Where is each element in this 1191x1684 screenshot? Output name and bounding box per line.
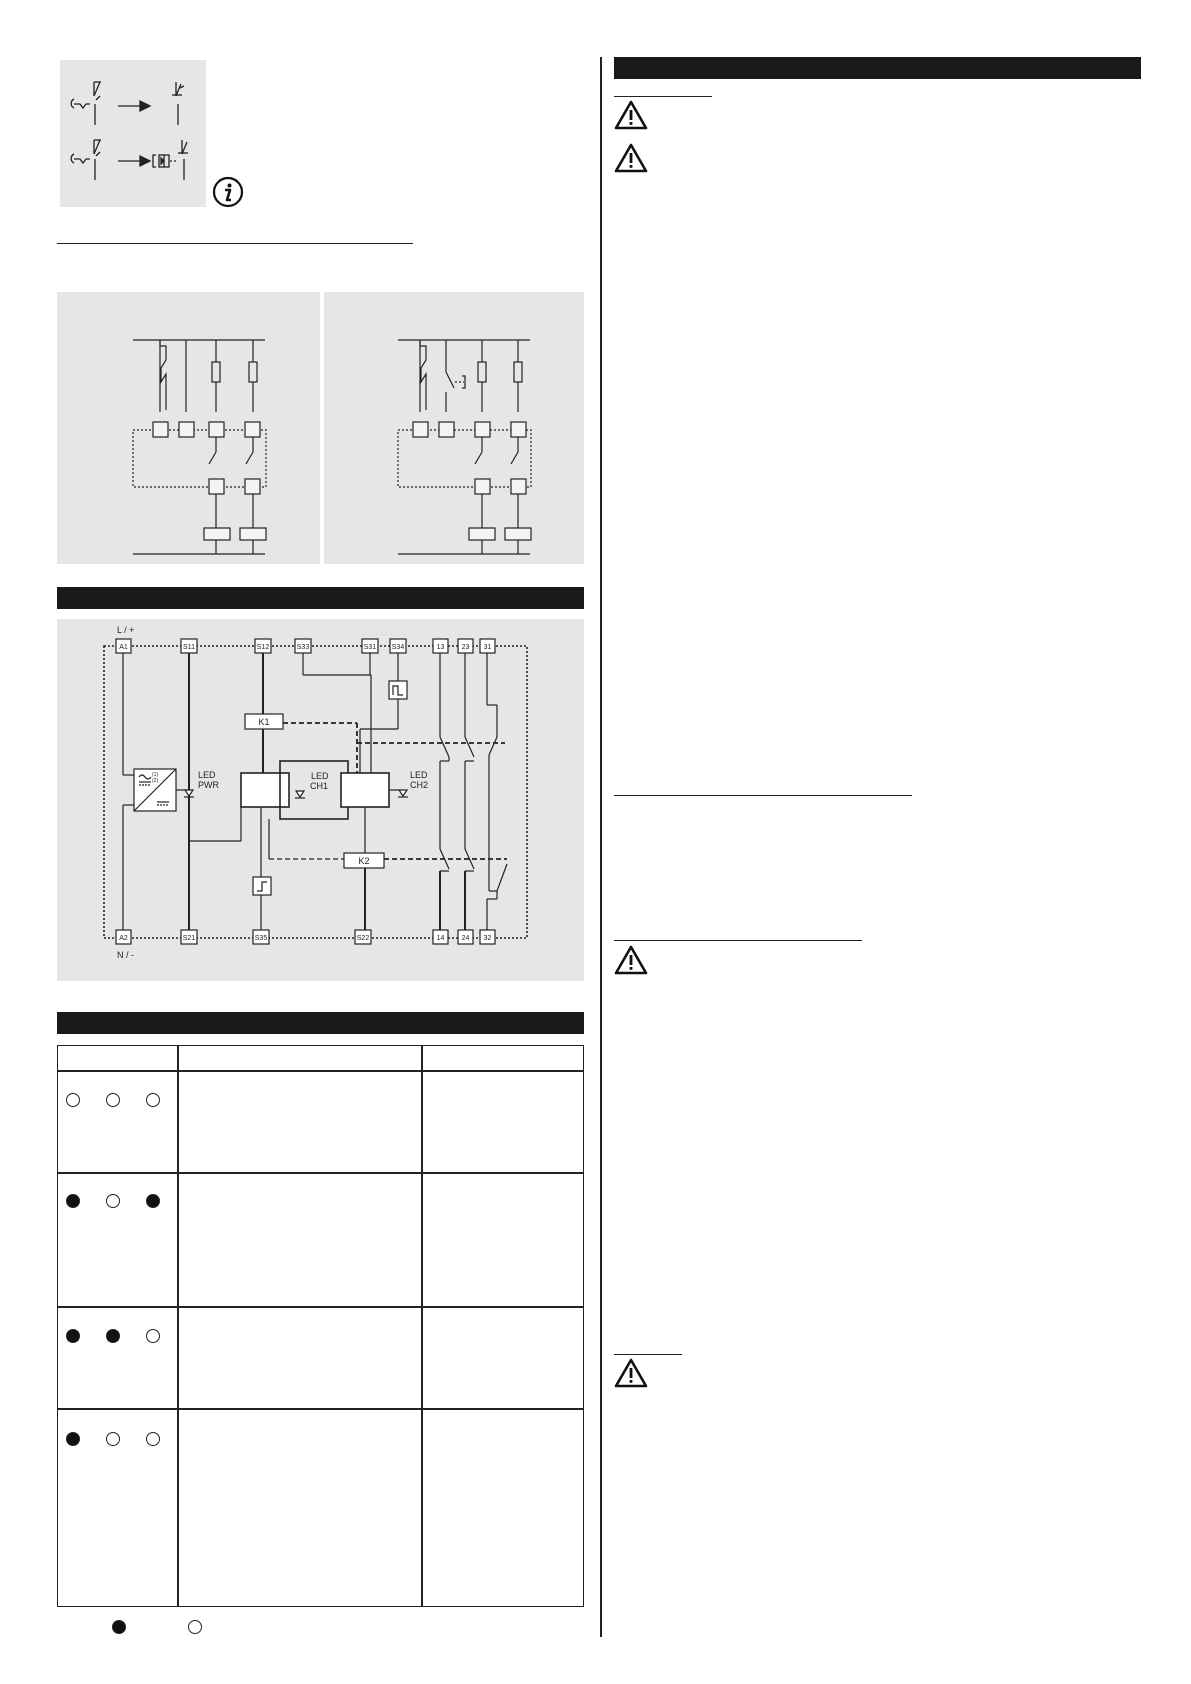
- terminal-label: S12: [256, 644, 270, 651]
- terminal-label: S22: [356, 935, 370, 942]
- terminal-label: S33: [296, 644, 310, 651]
- terminal-label: S35: [254, 935, 268, 942]
- terminal-label: 32: [483, 935, 492, 942]
- led-indicator: [66, 1093, 80, 1107]
- wiring-diagram-right: [324, 292, 584, 564]
- terminal-label: 31: [483, 644, 492, 651]
- led-indicator: [106, 1432, 120, 1446]
- section-rule: [57, 243, 413, 244]
- terminal-label: A1: [119, 644, 128, 651]
- led-status-table: [57, 1045, 584, 1607]
- psu-note: (2): [152, 778, 159, 784]
- led-ch2-label: CH2: [410, 780, 429, 790]
- terminal-label: 14: [436, 935, 445, 942]
- warning-triangle-icon: [614, 945, 648, 975]
- psu-note: (1): [152, 772, 159, 778]
- wiring-diagram-left: [57, 292, 320, 564]
- led-indicator: [106, 1194, 120, 1208]
- legend-led-on: [112, 1620, 126, 1634]
- relay-k2-label: K2: [358, 856, 370, 866]
- section-header-bar: [57, 587, 584, 609]
- terminal-label: S34: [391, 644, 405, 651]
- warning-triangle-icon: [614, 143, 648, 173]
- column-divider: [600, 57, 602, 1637]
- led-indicator: [146, 1194, 160, 1208]
- contact-symbols: [60, 60, 206, 207]
- terminal-label: 24: [461, 935, 470, 942]
- led-ch2-label: LED: [410, 770, 428, 780]
- led-indicator: [106, 1329, 120, 1343]
- led-indicator: [146, 1093, 160, 1107]
- terminal-label: S11: [183, 644, 195, 651]
- terminal-label: S31: [363, 644, 377, 651]
- warning-triangle-icon: [614, 100, 648, 130]
- subsection-rule: [614, 795, 912, 796]
- subsection-rule: [614, 940, 862, 941]
- led-indicator: [66, 1329, 80, 1343]
- legend-led-off: [188, 1620, 202, 1634]
- led-indicator: [146, 1329, 160, 1343]
- subsection-rule: [614, 96, 712, 97]
- led-ch1-label: LED: [311, 771, 329, 781]
- terminal-label: 23: [461, 644, 470, 651]
- supply-bottom-label: N / -: [117, 950, 134, 960]
- section-header-bar: [57, 1012, 584, 1034]
- block-diagram: [57, 619, 584, 981]
- led-indicator: [146, 1432, 160, 1446]
- led-pwr-label: PWR: [198, 780, 219, 790]
- contact-symbol-panel: [60, 60, 206, 207]
- relay-k1-label: K1: [258, 717, 270, 727]
- led-ch1-label: CH1: [310, 781, 329, 791]
- led-pwr-label: LED: [198, 770, 216, 780]
- led-indicator: [66, 1194, 80, 1208]
- led-indicator: [106, 1093, 120, 1107]
- info-icon: [212, 176, 244, 208]
- supply-top-label: L / +: [117, 625, 135, 635]
- terminal-label: S21: [182, 935, 196, 942]
- section-header-bar: [614, 57, 1141, 79]
- terminal-label: A2: [119, 935, 128, 942]
- subsection-rule: [614, 1354, 682, 1355]
- terminal-label: 13: [436, 644, 445, 651]
- led-indicator: [66, 1432, 80, 1446]
- warning-triangle-icon: [614, 1358, 648, 1388]
